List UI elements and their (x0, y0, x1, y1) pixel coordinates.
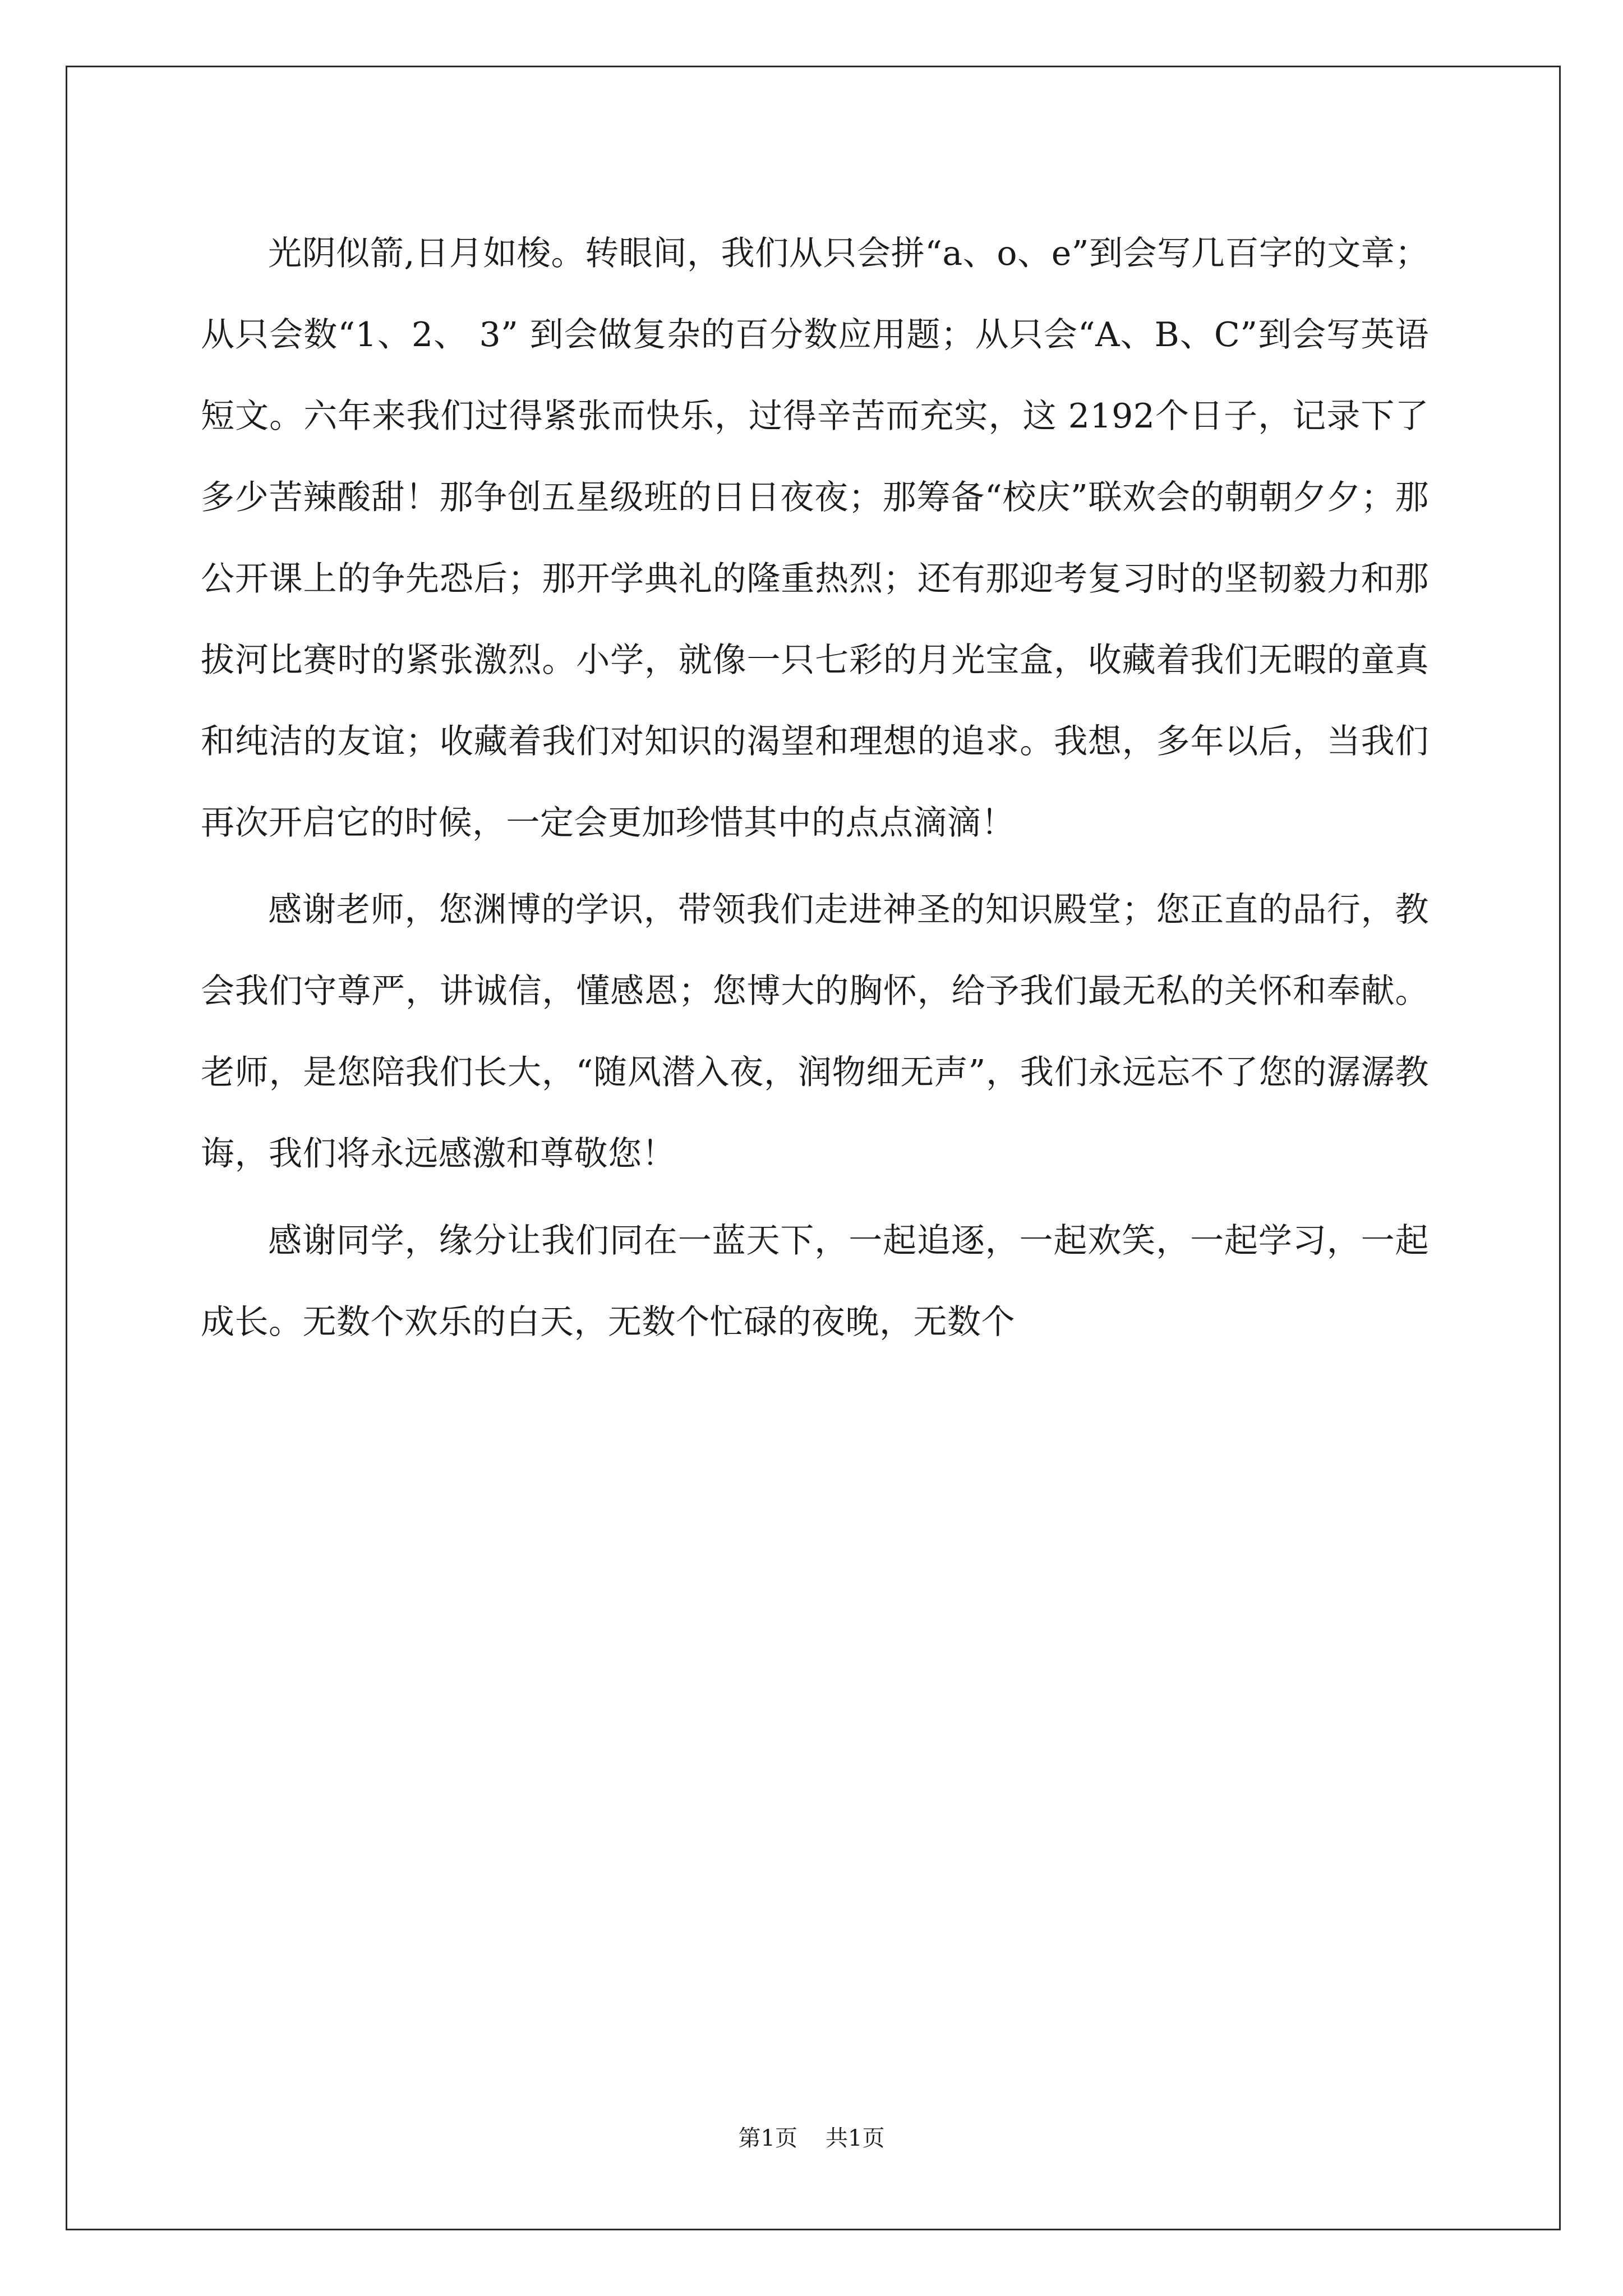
page-number: 第1页 (738, 2125, 797, 2151)
paragraph-3: 感谢同学，缘分让我们同在一蓝天下，一起追逐，一起欢笑，一起学习，一起成长。无数个欢乐的白天，无数个忙碌的夜晚，无数个 (201, 1221, 1429, 1342)
paragraph-1: 光阴似箭,日月如梭。转眼间，我们从只会拼“a、o、e”到会写几百字的文章；从只会数“1、2、 3” 到会做复杂的百分数应用题；从只会“A、B、C”到会写英语短文。六年来我们过得紧张而快乐，过得辛苦而充实，这 2192个日子，记录下了多少苦辣酸甜！那争创五星级班的日日夜夜；那筹备“校庆”联欢会的朝朝夕夕；那公开课上的争先恐后；那开学典礼的隆重热烈；还有那迎考复习时的坚韧毅力和那拔河比赛时的紧张激烈。小学，就像一只七彩的月光宝盒，收藏着我们无暇的童真和纯洁的友谊；收藏着我们对知识的渴望和理想的追求。我想，多年以后，当我们再次开启它的时候，一定会更加珍惜其中的点点滴滴！ (201, 234, 1429, 843)
page-total: 共1页 (826, 2125, 885, 2151)
paragraph-2: 感谢老师，您渊博的学识，带领我们走进神圣的知识殿堂；您正直的品行，教会我们守尊严，讲诚信，懂感恩；您博大的胸怀，给予我们最无私的关怀和奉献。老师，是您陪我们长大，“随风潜入夜，润物细无声”，我们永远忘不了您的潺潺教诲，我们将永远感激和尊敬您！ (201, 890, 1429, 1174)
page-footer (0, 2120, 1623, 2152)
document-body (201, 213, 1429, 1363)
